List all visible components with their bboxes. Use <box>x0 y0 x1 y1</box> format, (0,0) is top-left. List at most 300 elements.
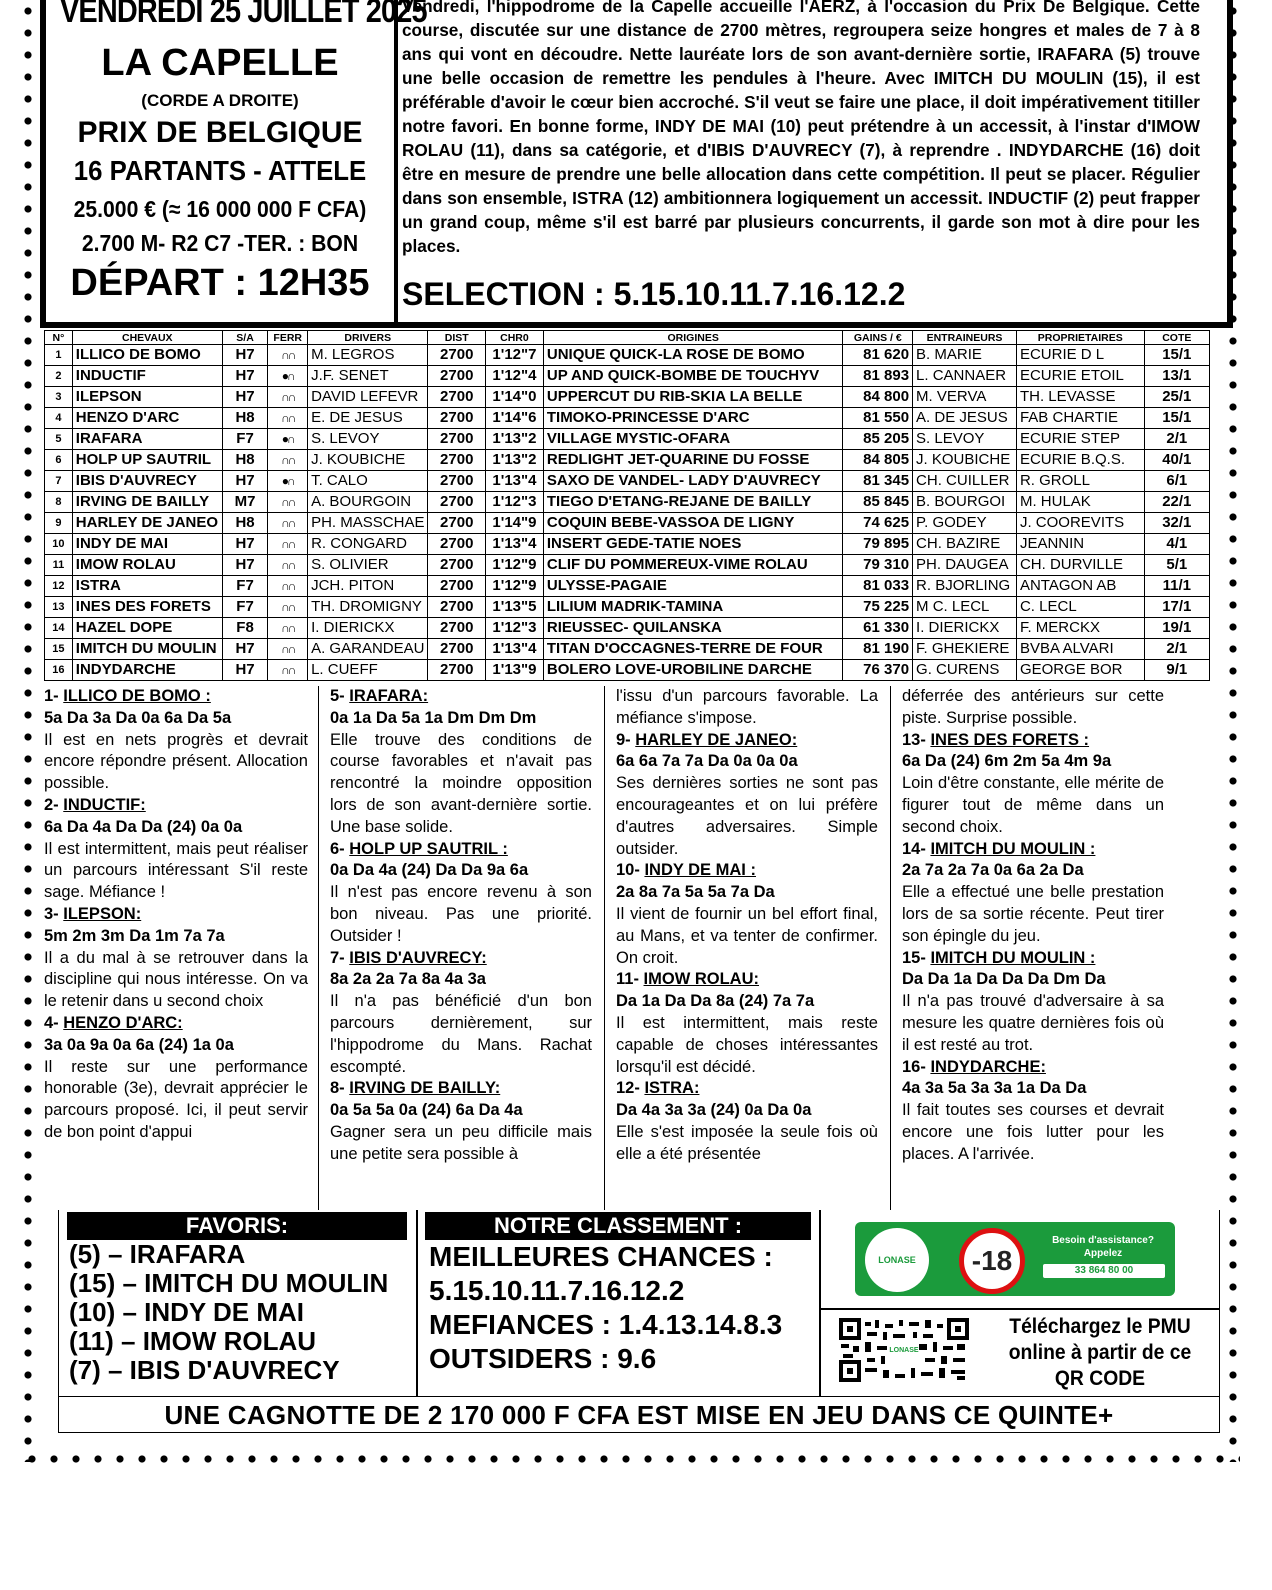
table-cell: 79 895 <box>843 534 913 555</box>
table-cell: 74 625 <box>843 513 913 534</box>
table-cell: 2700 <box>428 471 486 492</box>
table-cell: 14 <box>45 618 73 639</box>
table-cell: M. HULAK <box>1016 492 1144 513</box>
race-intro: Vendredi, l'hippodrome de la Capelle accueille l'AERZ, à l'occasion du Prix De Belgique. Cette course, discutée sur une distance de 2700 mètres, regroupera seize hongres et males de 7 à 8 ans qui vont en découdre. Nette lauréate lors de son avant-dernière sortie, IRAFARA (5) trouve une belle occasion de remettre les pendules à l'heure. Avec IMITCH DU MOULIN (15), il est préférable d'avoir le cœur bien accroché. S'il veut se faire une place, il doit impérativement titiller notre favori. En bonne forme, INDY DE MAI (10) peut prétendre à un accessit, à l'instar d'IMOW ROLAU (11), dans sa catégorie, et d'IBIS D'AUVRECY (7), à reprendre . INDYDARCHE (16) doit être en mesure de prendre une belle allocation dans cette compétition. Il peut se placer. Régulier dans son ensemble, ISTRA (12) ambitionnera logiquement un accessit. INDUCTIF (2) peut frapper un grand coup, même s'il est barré par plusieurs concurrents, il garde son mot à dire pour les places. <box>402 0 1200 256</box>
table-cell: 6/1 <box>1144 471 1209 492</box>
table-cell: S. LEVOY <box>308 429 428 450</box>
table-cell: FAB CHARTIE <box>1016 408 1144 429</box>
table-cell: 84 805 <box>843 450 913 471</box>
table-cell: 2 <box>45 366 73 387</box>
table-cell: ∩∩ <box>268 345 308 366</box>
table-cell: 2700 <box>428 492 486 513</box>
horse-comment-title <box>44 686 308 708</box>
table-cell: S. LEVOY <box>913 429 1017 450</box>
table-cell: ●∩ <box>268 471 308 492</box>
table-cell: 22/1 <box>1144 492 1209 513</box>
table-cell: 2700 <box>428 618 486 639</box>
table-cell: 2700 <box>428 450 486 471</box>
table-row <box>45 492 1210 513</box>
table-cell: INDY DE MAI <box>72 534 222 555</box>
column-divider <box>318 686 319 1210</box>
no-minors-icon: -18 <box>959 1228 1025 1294</box>
race-selection: SELECTION : 5.15.10.11.7.16.12.2 <box>402 276 906 312</box>
table-row <box>45 555 1210 576</box>
horse-comment-title <box>902 730 1164 752</box>
table-cell: M C. LECL <box>913 597 1017 618</box>
table-cell: H7 <box>222 387 268 408</box>
race-departure: DÉPART : 12H35 <box>70 262 370 304</box>
table-cell: ∩∩ <box>268 450 308 471</box>
table-cell: TH. DROMIGNY <box>308 597 428 618</box>
table-row <box>45 660 1210 681</box>
column-header: S/A <box>222 331 268 345</box>
column-header: DRIVERS <box>308 331 428 345</box>
table-cell: IMOW ROLAU <box>72 555 222 576</box>
horse-performances: 2a 8a 7a 5a 5a 7a Da <box>616 883 775 902</box>
table-cell: 17/1 <box>1144 597 1209 618</box>
table-cell: H7 <box>222 660 268 681</box>
table-cell: ISTRA <box>72 576 222 597</box>
favori-item: (15) – IMITCH DU MOULIN <box>69 1268 389 1298</box>
table-cell: 2/1 <box>1144 639 1209 660</box>
table-cell: 1'12"9 <box>486 576 544 597</box>
table-cell: CLIF DU POMMEREUX-VIME ROLAU <box>543 555 843 576</box>
race-info-box <box>46 0 427 322</box>
table-cell: F7 <box>222 576 268 597</box>
table-cell: H7 <box>222 345 268 366</box>
horse-comment-text: Loin d'être constante, elle mérite de figurer tout de même dans un second choix. <box>902 774 1164 836</box>
table-cell: 2/1 <box>1144 429 1209 450</box>
table-cell: H7 <box>222 555 268 576</box>
box-divider <box>819 1308 1219 1310</box>
table-cell: I. DIERICKX <box>913 618 1017 639</box>
table-cell: 4/1 <box>1144 534 1209 555</box>
table-cell: 81 345 <box>843 471 913 492</box>
table-cell: 5 <box>45 429 73 450</box>
table-cell: 81 190 <box>843 639 913 660</box>
table-cell: J. KOUBICHE <box>913 450 1017 471</box>
table-cell: ∩∩ <box>268 576 308 597</box>
horse-number: 14- <box>902 839 931 858</box>
table-cell: H7 <box>222 366 268 387</box>
table-cell: J.F. SENET <box>308 366 428 387</box>
horse-number: 16- <box>902 1057 931 1076</box>
qr-download-text: Téléchargez le PMU online à partir de ce QR CODE <box>1008 1315 1192 1390</box>
table-cell: 32/1 <box>1144 513 1209 534</box>
horse-performances: 5a Da 3a Da 0a 6a Da 5a <box>44 708 232 727</box>
table-cell: JEANNIN <box>1016 534 1144 555</box>
table-cell: 1'12"9 <box>486 555 544 576</box>
horse-comment-text: Gagner sera un peu difficile mais une petite sera possible à <box>330 1122 592 1163</box>
box-divider <box>416 1210 418 1396</box>
table-cell: ∩∩ <box>268 555 308 576</box>
table-cell: 1'13"4 <box>486 471 544 492</box>
horse-name: IRVING DE BAILLY: <box>349 1079 501 1098</box>
table-cell: A. BOURGOIN <box>308 492 428 513</box>
table-cell: SAXO DE VANDEL- LADY D'AUVRECY <box>543 471 843 492</box>
table-cell: 79 310 <box>843 555 913 576</box>
table-cell: 2700 <box>428 597 486 618</box>
table-cell: UNIQUE QUICK-LA ROSE DE BOMO <box>543 345 843 366</box>
horse-name: INDYDARCHE: <box>930 1057 1046 1076</box>
table-cell: L. CUEFF <box>308 660 428 681</box>
table-cell: HENZO D'ARC <box>72 408 222 429</box>
table-row <box>45 429 1210 450</box>
table-cell: PH. DAUGEA <box>913 555 1017 576</box>
horse-comment-title <box>616 860 878 882</box>
horse-comment-text: Il est intermittent, mais reste capable de choses intéressantes lorsqu'il est décidé. <box>616 1013 878 1076</box>
horse-performances: 6a Da (24) 6m 2m 5a 4m 9a <box>902 752 1112 771</box>
horse-comment-text: Elle a effectué une belle prestation lors de sa sortie récente. Peut tirer son épingle du jeu. <box>902 883 1164 945</box>
table-cell: E. DE JESUS <box>308 408 428 429</box>
table-cell: IRAFARA <box>72 429 222 450</box>
horse-name: IMOW ROLAU: <box>643 970 760 989</box>
table-cell: ∩∩ <box>268 618 308 639</box>
favori-item: (7) – IBIS D'AUVRECY <box>69 1355 340 1385</box>
table-cell: H8 <box>222 513 268 534</box>
horse-number: 7- <box>330 948 350 967</box>
table-cell: 1 <box>45 345 73 366</box>
favori-item: (5) – IRAFARA <box>69 1239 246 1269</box>
column-header: CHEVAUX <box>72 331 222 345</box>
favoris-list <box>69 1240 388 1385</box>
horse-comment-title <box>902 1057 1164 1079</box>
horse-performances: 3a 0a 9a 0a 6a (24) 1a 0a <box>44 1035 234 1054</box>
horse-number: 11- <box>616 970 644 989</box>
horse-number: 13- <box>902 730 931 749</box>
table-cell: INDUCTIF <box>72 366 222 387</box>
table-cell: 13/1 <box>1144 366 1209 387</box>
horse-comment-text: Il est en nets progrès et devrait encore répondre présent. Allocation possible. <box>44 730 308 793</box>
table-cell: ANTAGON AB <box>1016 576 1144 597</box>
table-cell: 15 <box>45 639 73 660</box>
horse-comment-title <box>902 948 1164 970</box>
favori-item: (11) – IMOW ROLAU <box>69 1326 317 1356</box>
table-cell: 1'13"4 <box>486 639 544 660</box>
table-cell: 13 <box>45 597 73 618</box>
race-header <box>40 0 1233 328</box>
horse-name: IMITCH DU MOULIN : <box>930 948 1096 967</box>
qr-logo-text: LONASE <box>889 1347 919 1354</box>
table-cell: 2700 <box>428 639 486 660</box>
table-cell: 1'12"3 <box>486 618 544 639</box>
table-cell: TIEGO D'ETANG-REJANE DE BAILLY <box>543 492 843 513</box>
table-cell: 2700 <box>428 555 486 576</box>
horse-name: IBIS D'AUVRECY: <box>349 948 487 967</box>
table-cell: 1'14"6 <box>486 408 544 429</box>
table-cell: 1'14"9 <box>486 513 544 534</box>
horse-performances: 0a 1a Da 5a 1a Dm Dm Dm <box>330 708 537 727</box>
horse-comment-title <box>902 839 1164 861</box>
table-cell: 1'13"2 <box>486 429 544 450</box>
horse-number: 6- <box>330 839 350 858</box>
column-divider <box>890 686 891 1210</box>
table-cell: A. DE JESUS <box>913 408 1017 429</box>
horse-comment-text: Il n'est pas encore revenu à son bon niveau. Pas une priorité. Outsider ! <box>330 883 592 945</box>
table-row <box>45 450 1210 471</box>
table-cell: 81 033 <box>843 576 913 597</box>
lonase-logo: LONASE <box>865 1228 929 1292</box>
table-cell: 61 330 <box>843 618 913 639</box>
column-header: ENTRAINEURS <box>913 331 1017 345</box>
table-cell: 85 845 <box>843 492 913 513</box>
table-cell: 2700 <box>428 429 486 450</box>
race-conditions: 2.700 M- R2 C7 -TER. : BON <box>81 230 359 256</box>
table-cell: 2700 <box>428 408 486 429</box>
table-cell: 2700 <box>428 660 486 681</box>
column-header: PROPRIETAIRES <box>1016 331 1144 345</box>
column-header: CHR0 <box>486 331 544 345</box>
column-header: COTE <box>1144 331 1209 345</box>
table-cell: 9/1 <box>1144 660 1209 681</box>
horse-number: 9- <box>616 730 636 749</box>
column-divider <box>604 686 605 1210</box>
table-cell: G. CURENS <box>913 660 1017 681</box>
table-cell: BOLERO LOVE-UROBILINE DARCHE <box>543 660 843 681</box>
classement-title: NOTRE CLASSEMENT : <box>425 1212 811 1240</box>
horse-performances: 6a Da 4a Da Da (24) 0a 0a <box>44 817 243 836</box>
table-cell: 75 225 <box>843 597 913 618</box>
table-cell: 1'12"4 <box>486 366 544 387</box>
table-cell: 2700 <box>428 576 486 597</box>
table-cell: PH. MASSCHAE <box>308 513 428 534</box>
table-cell: 81 550 <box>843 408 913 429</box>
table-cell: IMITCH DU MOULIN <box>72 639 222 660</box>
table-cell: 85 205 <box>843 429 913 450</box>
comments-column-3 <box>616 686 878 1210</box>
horse-name: HARLEY DE JANEO: <box>635 730 798 749</box>
horse-number: 2- <box>44 795 64 814</box>
table-cell: ∩∩ <box>268 492 308 513</box>
horse-name: INDY DE MAI : <box>644 861 756 880</box>
table-row <box>45 597 1210 618</box>
summary-box <box>58 1210 1220 1433</box>
table-cell: L. CANNAER <box>913 366 1017 387</box>
horse-number: 15- <box>902 948 931 967</box>
horse-name: ILEPSON: <box>63 904 142 923</box>
table-cell: 81 620 <box>843 345 913 366</box>
table-cell: A. GARANDEAU <box>308 639 428 660</box>
table-cell: P. GODEY <box>913 513 1017 534</box>
table-cell: M7 <box>222 492 268 513</box>
table-cell: TIMOKO-PRINCESSE D'ARC <box>543 408 843 429</box>
race-prize: 25.000 € (≈ 16 000 000 F CFA) <box>73 196 367 222</box>
table-cell: B. BOURGOI <box>913 492 1017 513</box>
horse-comment-title <box>330 948 592 970</box>
table-cell: R. BJORLING <box>913 576 1017 597</box>
table-row <box>45 387 1210 408</box>
horse-name: IRAFARA: <box>349 687 429 705</box>
table-cell: ECURIE STEP <box>1016 429 1144 450</box>
horse-number: 12- <box>616 1079 645 1098</box>
table-cell: F. GHEKIERE <box>913 639 1017 660</box>
table-cell: IRVING DE BAILLY <box>72 492 222 513</box>
table-cell: INDYDARCHE <box>72 660 222 681</box>
race-city: LA CAPELLE <box>101 42 339 84</box>
horse-performances: 0a Da 4a (24) Da Da 9a 6a <box>330 861 529 880</box>
horse-performances: 5m 2m 3m Da 1m 7a 7a <box>44 926 225 945</box>
table-cell: HOLP UP SAUTRIL <box>72 450 222 471</box>
table-cell: H8 <box>222 408 268 429</box>
table-cell: 2700 <box>428 513 486 534</box>
horse-comments <box>40 686 1212 1210</box>
table-cell: 15/1 <box>1144 345 1209 366</box>
runners-table <box>44 330 1210 681</box>
table-cell: ∩∩ <box>268 387 308 408</box>
table-cell: 1'13"4 <box>486 534 544 555</box>
horse-comment-text: Il vient de fournir un bel effort final, au Mans, et va tenter de confirmer. On croit. <box>616 904 878 967</box>
table-cell: 16 <box>45 660 73 681</box>
table-cell: 6 <box>45 450 73 471</box>
table-cell: CH. CUILLER <box>913 471 1017 492</box>
dotted-border-bottom <box>21 1452 1240 1466</box>
horse-comment-title <box>616 1078 878 1100</box>
horse-name: INES DES FORETS : <box>930 730 1090 749</box>
horse-performances: 0a 5a 5a 0a (24) 6a Da 4a <box>330 1101 523 1120</box>
table-cell: M. VERVA <box>913 387 1017 408</box>
horse-number: 10- <box>616 861 645 880</box>
table-cell: GEORGE BOR <box>1016 660 1144 681</box>
horse-name: HENZO D'ARC: <box>63 1013 183 1032</box>
table-cell: ●∩ <box>268 366 308 387</box>
horse-number: 3- <box>44 904 64 923</box>
table-cell: 25/1 <box>1144 387 1209 408</box>
qr-code-icon[interactable] <box>839 1318 969 1382</box>
classement-outsiders: OUTSIDERS : 9.6 <box>429 1343 657 1374</box>
table-cell: F7 <box>222 597 268 618</box>
table-cell: 10 <box>45 534 73 555</box>
table-cell: LILIUM MADRIK-TAMINA <box>543 597 843 618</box>
horse-comment-text: Elle trouve des conditions de course favorables et n'avait pas rencontré la moindre opposition lors de son avant-dernière sortie. Une base solide. <box>330 730 592 836</box>
table-row <box>45 345 1210 366</box>
table-cell: 2700 <box>428 387 486 408</box>
horse-number: 8- <box>330 1079 350 1098</box>
table-cell: 5/1 <box>1144 555 1209 576</box>
classement-box <box>429 1240 782 1376</box>
table-cell: H8 <box>222 450 268 471</box>
classement-best-label: MEILLEURES CHANCES : <box>429 1241 773 1272</box>
table-cell: 2700 <box>428 366 486 387</box>
table-cell: H7 <box>222 471 268 492</box>
table-cell: REDLIGHT JET-QUARINE DU FOSSE <box>543 450 843 471</box>
table-cell: ECURIE B.Q.S. <box>1016 450 1144 471</box>
table-row <box>45 366 1210 387</box>
table-cell: 76 370 <box>843 660 913 681</box>
table-cell: C. LECL <box>1016 597 1144 618</box>
table-cell: M. LEGROS <box>308 345 428 366</box>
horse-comment-title <box>44 795 308 817</box>
table-cell: B. MARIE <box>913 345 1017 366</box>
horse-comment-title <box>330 839 592 861</box>
table-cell: 3 <box>45 387 73 408</box>
horse-performances: 8a 2a 2a 7a 8a 4a 3a <box>330 970 486 989</box>
table-cell: 1'12"3 <box>486 492 544 513</box>
table-row <box>45 576 1210 597</box>
table-cell: CH. BAZIRE <box>913 534 1017 555</box>
horse-number: 4- <box>44 1013 64 1032</box>
table-cell: 4 <box>45 408 73 429</box>
table-cell: VILLAGE MYSTIC-OFARA <box>543 429 843 450</box>
table-cell: HARLEY DE JANEO <box>72 513 222 534</box>
horse-performances: Da Da 1a Da Da Da Dm Da <box>902 970 1106 989</box>
table-cell: 84 800 <box>843 387 913 408</box>
horse-comment-title <box>616 730 878 752</box>
table-cell: ECURIE ETOIL <box>1016 366 1144 387</box>
horse-comment-text: Ses dernières sorties ne sont pas encourageantes et on lui préfère d'autres adversaires. Simple outsider. <box>616 774 878 858</box>
table-cell: ∩∩ <box>268 408 308 429</box>
horse-performances: 4a 3a 5a 3a 3a 1a Da Da <box>902 1079 1087 1098</box>
horse-comment-text: Il n'a pas trouvé d'adversaire à sa mesure les quatre dernières fois où il est resté au trot. <box>902 992 1164 1054</box>
table-cell: F. MERCKX <box>1016 618 1144 639</box>
horse-performances: Da 1a Da Da 8a (24) 7a 7a <box>616 992 815 1011</box>
horse-performances: Da 4a 3a 3a (24) 0a Da 0a <box>616 1101 812 1120</box>
table-cell: TITAN D'OCCAGNES-TERRE DE FOUR <box>543 639 843 660</box>
table-cell: 81 893 <box>843 366 913 387</box>
horse-comment-text: Il n'a pas bénéficié d'un bon parcours dernièrement, sur l'hippodrome du Mans. Rachat escompté. <box>330 992 592 1076</box>
assistance-phone: 33 864 80 00 <box>1043 1264 1165 1278</box>
horse-name: IMITCH DU MOULIN : <box>930 839 1096 858</box>
table-cell: ∩∩ <box>268 534 308 555</box>
table-cell: JCH. PITON <box>308 576 428 597</box>
table-cell: 12 <box>45 576 73 597</box>
table-cell: COQUIN BEBE-VASSOA DE LIGNY <box>543 513 843 534</box>
table-cell: 19/1 <box>1144 618 1209 639</box>
assistance-text: Besoin d'assistance? Appelez <box>1052 1235 1154 1259</box>
lonase-banner <box>855 1222 1175 1296</box>
dotted-border-left <box>21 0 35 1462</box>
table-cell: 40/1 <box>1144 450 1209 471</box>
table-cell: 7 <box>45 471 73 492</box>
table-cell: ILLICO DE BOMO <box>72 345 222 366</box>
horse-comment-text: l'issu d'un parcours favorable. La méfiance s'impose. <box>616 687 878 727</box>
table-cell: UPPERCUT DU RIB-SKIA LA BELLE <box>543 387 843 408</box>
table-cell: 2700 <box>428 534 486 555</box>
table-cell: HAZEL DOPE <box>72 618 222 639</box>
horse-comment-text: Il est intermittent, mais peut réaliser un parcours intéressant S'il reste sage. Méfiance ! <box>44 839 308 902</box>
race-date: VENDREDI 25 JUILLET 2025 <box>60 0 427 30</box>
table-cell: F7 <box>222 429 268 450</box>
horse-comment-title <box>330 1078 592 1100</box>
table-body <box>45 345 1210 681</box>
table-row <box>45 513 1210 534</box>
table-cell: 15/1 <box>1144 408 1209 429</box>
race-name: PRIX DE BELGIQUE <box>77 116 363 149</box>
table-row <box>45 639 1210 660</box>
table-row <box>45 618 1210 639</box>
column-header: FERR <box>268 331 308 345</box>
horse-comment-text: Il reste sur une performance honorable (3e), devrait apprécier le parcours proposé. Ici, il peut servir de bon point d'appui <box>44 1057 308 1141</box>
table-cell: ●∩ <box>268 429 308 450</box>
table-cell: 8 <box>45 492 73 513</box>
horse-name: ILLICO DE BOMO : <box>63 687 211 705</box>
table-cell: ∩∩ <box>268 660 308 681</box>
table-cell: ∩∩ <box>268 513 308 534</box>
table-cell: T. CALO <box>308 471 428 492</box>
box-divider <box>819 1210 821 1396</box>
column-header: DIST <box>428 331 486 345</box>
table-cell: RIEUSSEC- QUILANSKA <box>543 618 843 639</box>
table-cell: J. KOUBICHE <box>308 450 428 471</box>
table-cell: J. COOREVITS <box>1016 513 1144 534</box>
table-cell: F8 <box>222 618 268 639</box>
table-cell: ILEPSON <box>72 387 222 408</box>
table-cell: 9 <box>45 513 73 534</box>
classement-mefiances: MEFIANCES : 1.4.13.14.8.3 <box>429 1309 783 1340</box>
table-cell: CH. DURVILLE <box>1016 555 1144 576</box>
table-cell: 2700 <box>428 345 486 366</box>
table-cell: R. GROLL <box>1016 471 1144 492</box>
horse-comment-title <box>616 969 878 991</box>
